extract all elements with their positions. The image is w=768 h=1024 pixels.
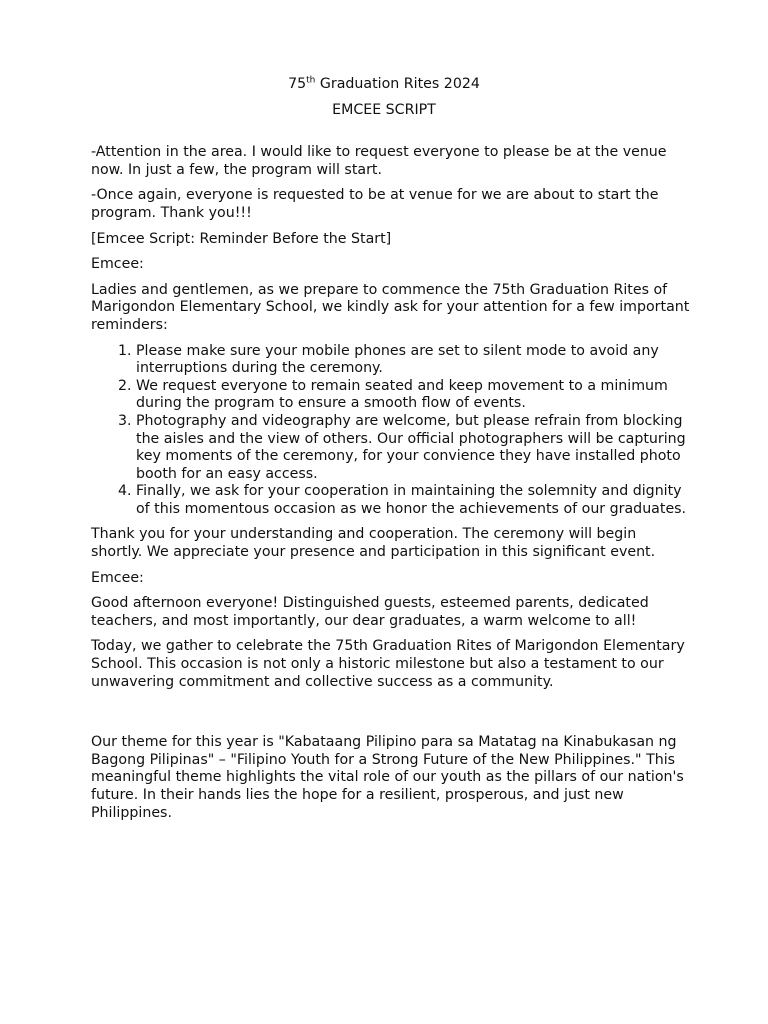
thank-you-paragraph: Thank you for your understanding and cooperation. The ceremony will begin shortly. We appreciate your presence and participation in this significant event. (91, 526, 656, 561)
blank-line (91, 699, 691, 734)
intro-paragraph: Ladies and gentlemen, as we prepare to commence the 75th Graduation Rites of Marigondon Elementary School, we kindly ask for your attention for a few important reminders: (91, 281, 690, 333)
title-ordinal-suffix: th (306, 75, 316, 86)
reminder-item: 2. We request everyone to remain seated and keep movement to a minimum during the program to ensure a smooth flow of events. (136, 378, 691, 413)
celebration-paragraph: Today, we gather to celebrate the 75th Graduation Rites of Marigondon Elementary School. This occasion is not only a historic milestone but also a testament to our unwavering commitment and collective success as a community. (91, 638, 685, 690)
document-body (91, 76, 691, 830)
document-subtitle: EMCEE SCRIPT (332, 101, 436, 118)
script-section-heading: [Emcee Script: Reminder Before the Start] (91, 230, 392, 247)
blank-line (91, 119, 691, 144)
theme-paragraph: Our theme for this year is "Kabataang Pilipino para sa Matatag na Kinabukasan ng Bagong Pilipinas" – "Filipino Youth for a Strong Future of the New Philippines." This meaningful theme highlights the vital role of our youth as the pillars of our nation's future. In their hands lies the hope for a resilient, prosperous, and just new Philippines. (91, 734, 684, 821)
emcee-label: Emcee: (91, 569, 144, 586)
title-number: 75 (288, 76, 307, 92)
title-rest: Graduation Rites 2024 (315, 76, 480, 92)
reminder-item: 4. Finally, we ask for your cooperation in maintaining the solemnity and dignity of this momentous occasion as we honor the achievements of our graduates. (136, 483, 691, 518)
reminder-item: 1. Please make sure your mobile phones are set to silent mode to avoid any interruptions during the ceremony. (136, 343, 691, 378)
reminder-item: 3. Photography and videography are welcome, but please refrain from blocking the aisles and the view of others. Our official photographers will be capturing key moments of the ceremony, for your convience they have installed photo booth for an easy access. (136, 413, 691, 483)
document-title (91, 76, 677, 94)
attention-paragraph: -Attention in the area. I would like to request everyone to please be at the venue now. In just a few, the program will start. (91, 144, 667, 178)
reminders-list (91, 343, 691, 519)
welcome-paragraph: Good afternoon everyone! Distinguished guests, esteemed parents, dedicated teachers, and most importantly, our dear graduates, a warm welcome to all! (91, 595, 649, 629)
emcee-label: Emcee: (91, 256, 144, 273)
reminder-again-paragraph: -Once again, everyone is requested to be at venue for we are about to start the program. Thank you!!! (91, 187, 659, 221)
